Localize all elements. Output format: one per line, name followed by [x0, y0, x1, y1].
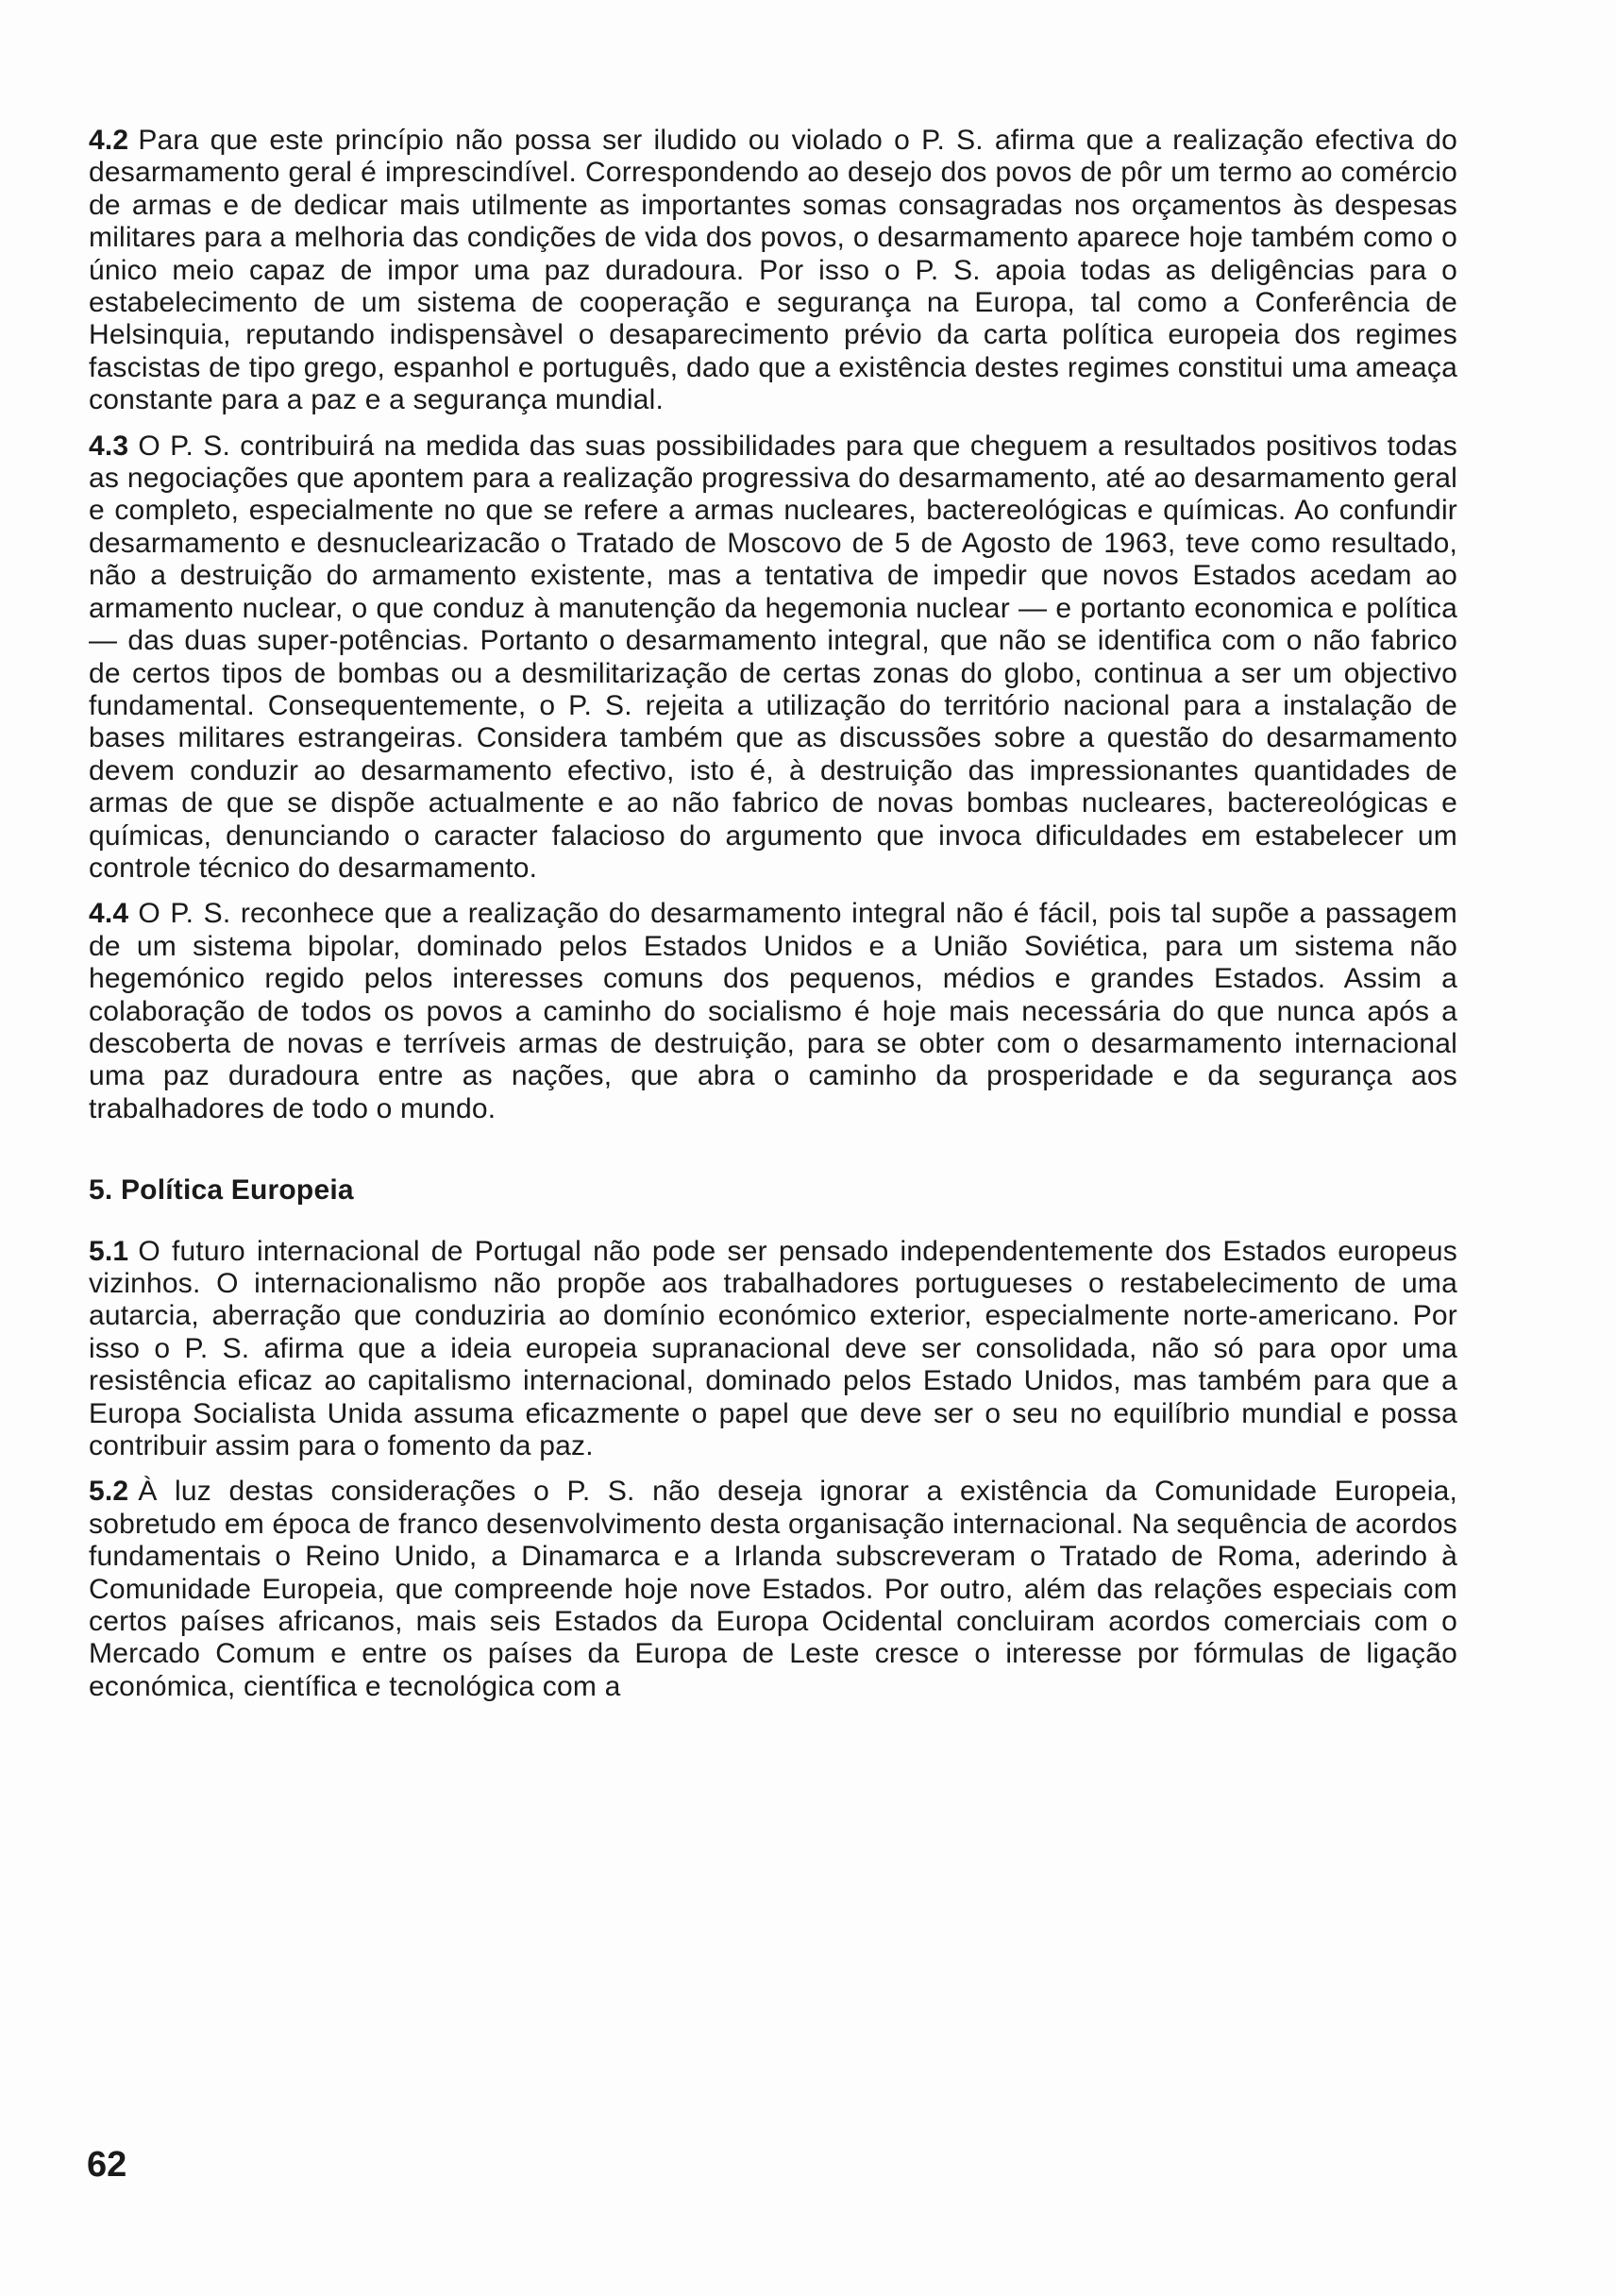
- paragraph-text: O futuro internacional de Portugal não pode ser pensado independentemente dos Estados europeus vizinhos. O internacionalismo não propõe aos trabalhadores portugueses o restabelecimento de uma autarcia, aberração que conduziria ao domínio económico exterior, especialmente norte-americano. Por isso o P. S. afirma que a ideia europeia supranacional deve ser consolidada, não só para opor uma resistência eficaz ao capitalismo internacional, dominado pelos Estado Unidos, mas também para que a Europa Socialista Unida assuma eficazmente o papel que deve ser o seu no equilíbrio mundial e possa contribuir assim para o fomento da paz.: [89, 1235, 1457, 1462]
- paragraph-number: 5.2: [89, 1476, 129, 1508]
- page-number: 62: [87, 2145, 127, 2185]
- paragraph-5-2: [89, 1476, 1457, 1703]
- paragraph-4-4: [89, 898, 1457, 1125]
- paragraph-number: 5.1: [89, 1235, 129, 1267]
- paragraph-5-1: [89, 1236, 1457, 1463]
- paragraph-number: 4.2: [89, 125, 129, 156]
- paragraph-4-3: [89, 430, 1457, 886]
- paragraph-number: 4.3: [89, 430, 129, 462]
- body-text: [89, 125, 1457, 1716]
- paragraph-text: O P. S. contribuirá na medida das suas possibilidades para que cheguem a resultados positivos todas as negociações que apontem para a realização progressiva do desarmamento, até ao desarmamento geral e completo, especialmente no que se refere a armas nucleares, bactereológicas e químicas. Ao confundir desarmamento e desnuclearizacão o Tratado de Moscovo de 5 de Agosto de 1963, teve como resultado, não a destruição do armamento existente, mas a tentativa de impedir que novos Estados acedam ao armamento nuclear, o que conduz à manutenção da hegemonia nuclear — e portanto economica e política — das duas super-potências. Portanto o desarmamento integral, que não se identifica com o não fabrico de certos tipos de bombas ou a desmilitarização de certas zonas do globo, continua a ser um objectivo fundamental. Consequentemente, o P. S. rejeita a utilização do território nacional para a instalação de bases militares estrangeiras. Considera também que as discussões sobre a questão do desarmamento devem conduzir ao desarmamento efectivo, isto é, à destruição das impressionantes quantidades de armas de que se dispõe actualmente e ao não fabrico de novas bombas nucleares, bactereológicas e químicas, denunciando o caracter falacioso do argumento que invoca dificuldades em estabelecer um controle técnico do desarmamento.: [89, 430, 1457, 884]
- paragraph-number: 4.4: [89, 898, 129, 930]
- section-heading: 5. Política Europeia: [89, 1174, 354, 1207]
- paragraph-text: À luz destas considerações o P. S. não deseja ignorar a existência da Comunidade Europeia, sobretudo em época de franco desenvolvimento desta organisação internacional. Na sequência de acordos fundamentais o Reino Unido, a Dinamarca e a Irlanda subscreveram o Tratado de Roma, aderindo à Comunidade Europeia, que compreende hoje nove Estados. Por outro, além das relações especiais com certos países africanos, mais seis Estados da Europa Ocidental concluiram acordos comerciais com o Mercado Comum e entre os países da Europa de Leste cresce o interesse por fórmulas de ligação económica, científica e tecnológica com a: [89, 1476, 1457, 1702]
- paragraph-text: O P. S. reconhece que a realização do desarmamento integral não é fácil, pois tal supõe a passagem de um sistema bipolar, dominado pelos Estados Unidos e a União Soviética, para um sistema não hegemónico regido pelos interesses comuns dos pequenos, médios e grandes Estados. Assim a colaboração de todos os povos a caminho do socialismo é hoje mais necessária do que nunca após a descoberta de novas e terríveis armas de destruição, para se obter com o desarmamento internacional uma paz duradoura entre as nações, que abra o caminho da prosperidade e da segurança aos trabalhadores de todo o mundo.: [89, 898, 1457, 1124]
- paragraph-4-2: [89, 125, 1457, 417]
- paragraph-text: Para que este princípio não possa ser iludido ou violado o P. S. afirma que a realização efectiva do desarmamento geral é imprescindível. Correspondendo ao desejo dos povos de pôr um termo ao comércio de armas e de dedicar mais utilmente as importantes somas consagradas nos orçamentos às despesas militares para a melhoria das condições de vida dos povos, o desarmamento aparece hoje também como o único meio capaz de impor uma paz duradoura. Por isso o P. S. apoia todas as deligências para o estabelecimento de um sistema de cooperação e segurança na Europa, tal como a Conferência de Helsinquia, reputando indispensàvel o desaparecimento prévio da carta política europeia dos regimes fascistas de tipo grego, espanhol e português, dado que a existência destes regimes constitui uma ameaça constante para a paz e a segurança mundial.: [89, 125, 1457, 416]
